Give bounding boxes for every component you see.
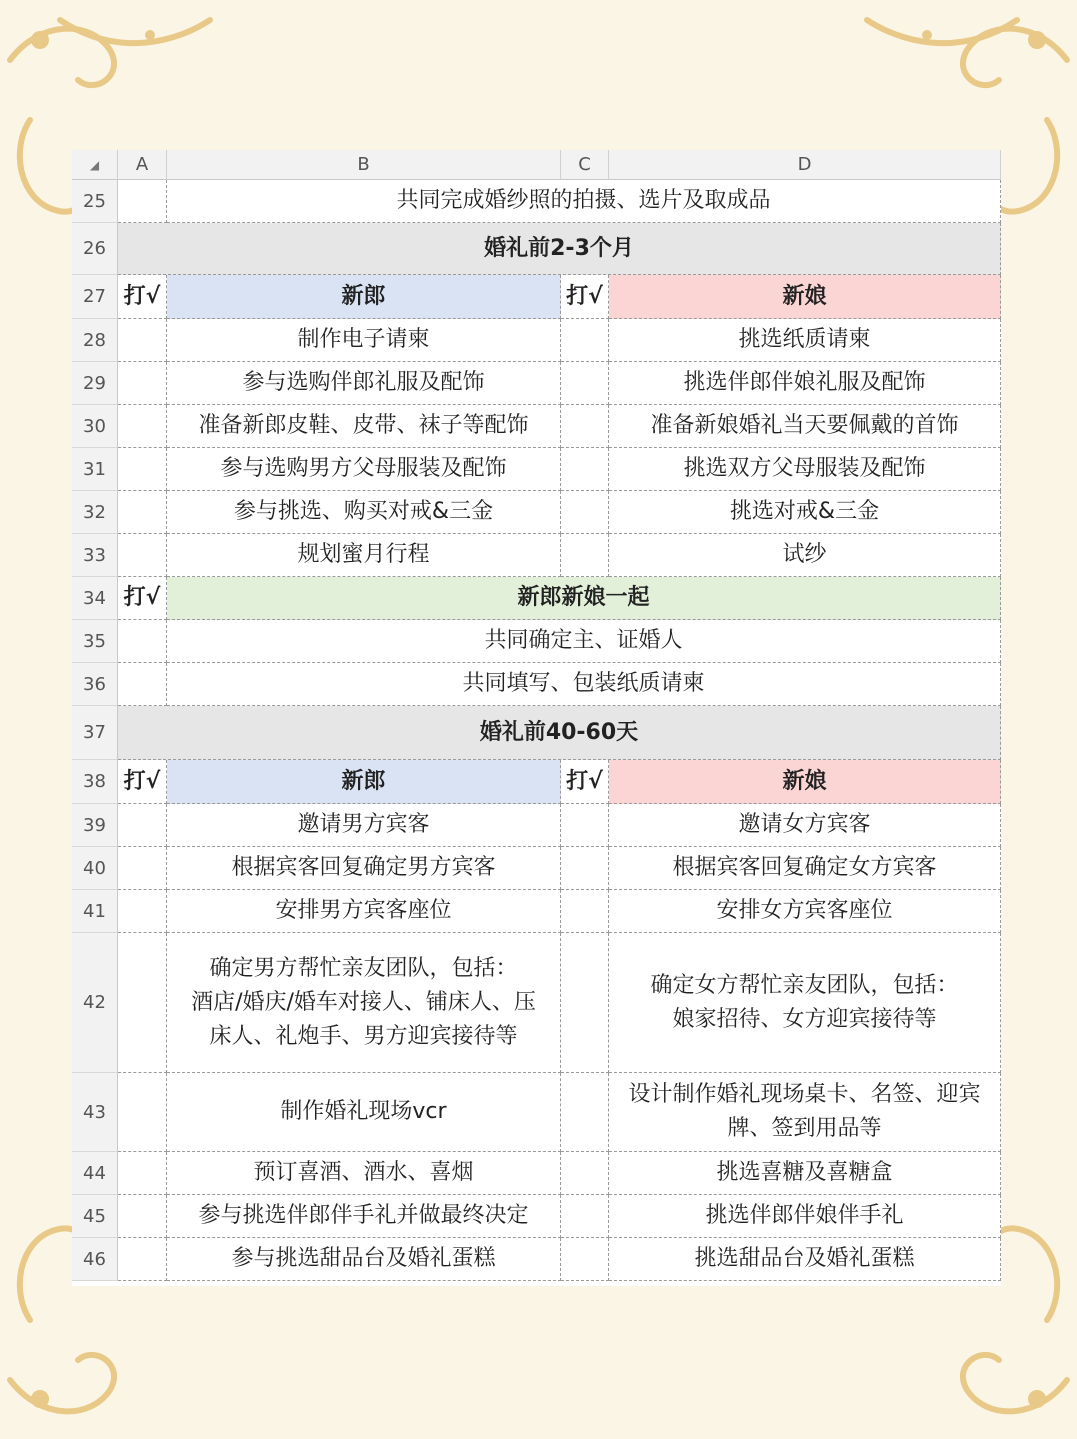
- checkbox-cell[interactable]: [561, 890, 609, 933]
- checkbox-cell[interactable]: [561, 319, 609, 362]
- checkbox-cell[interactable]: [118, 1152, 167, 1195]
- groom-task-cell[interactable]: 制作婚礼现场vcr: [167, 1073, 561, 1152]
- row-header-27[interactable]: 27: [72, 275, 118, 319]
- column-header-b[interactable]: B: [167, 150, 561, 180]
- row-header-45[interactable]: 45: [72, 1195, 118, 1238]
- row-header-44[interactable]: 44: [72, 1152, 118, 1195]
- section-title[interactable]: 婚礼前40-60天: [118, 706, 1001, 760]
- section-title[interactable]: 婚礼前2-3个月: [118, 223, 1001, 275]
- cell-text-line: 设计制作婚礼现场桌卡、名签、迎宾: [628, 1082, 981, 1107]
- groom-task-cell[interactable]: 参与选购男方父母服装及配饰: [167, 448, 561, 491]
- row-header-29[interactable]: 29: [72, 362, 118, 405]
- row-header-31[interactable]: 31: [72, 448, 118, 491]
- checkbox-cell[interactable]: [118, 1195, 167, 1238]
- groom-task-cell[interactable]: 准备新郎皮鞋、皮带、袜子等配饰: [167, 405, 561, 448]
- checkbox-cell[interactable]: [561, 448, 609, 491]
- groom-task-cell[interactable]: 预订喜酒、酒水、喜烟: [167, 1152, 561, 1195]
- checkbox-cell[interactable]: [118, 448, 167, 491]
- checkbox-cell[interactable]: [561, 1073, 609, 1152]
- row-header-40[interactable]: 40: [72, 847, 118, 890]
- bride-task-cell[interactable]: 准备新娘婚礼当天要佩戴的首饰: [609, 405, 1001, 448]
- checkbox-cell[interactable]: [561, 1152, 609, 1195]
- checkbox-cell[interactable]: [118, 620, 167, 663]
- check-column-header[interactable]: 打√: [561, 760, 609, 804]
- checkbox-cell[interactable]: [561, 491, 609, 534]
- bride-task-cell[interactable]: [609, 933, 1001, 1073]
- column-header-a[interactable]: A: [118, 150, 167, 180]
- checkbox-cell[interactable]: [561, 1238, 609, 1281]
- bride-task-cell[interactable]: 安排女方宾客座位: [609, 890, 1001, 933]
- groom-header[interactable]: 新郎: [167, 275, 561, 319]
- spreadsheet: [72, 150, 1001, 1286]
- groom-task-cell[interactable]: 安排男方宾客座位: [167, 890, 561, 933]
- bride-task-cell[interactable]: 挑选甜品台及婚礼蛋糕: [609, 1238, 1001, 1281]
- checkbox-cell[interactable]: [118, 180, 167, 223]
- row-header-33[interactable]: 33: [72, 534, 118, 577]
- row-header-43[interactable]: 43: [72, 1073, 118, 1152]
- cell-text-line: 确定女方帮忙亲友团队，包括：: [650, 972, 959, 998]
- row-header-30[interactable]: 30: [72, 405, 118, 448]
- row-header-34[interactable]: 34: [72, 577, 118, 620]
- check-column-header[interactable]: 打√: [118, 577, 167, 620]
- groom-task-cell[interactable]: 参与挑选甜品台及婚礼蛋糕: [167, 1238, 561, 1281]
- check-column-header[interactable]: 打√: [561, 275, 609, 319]
- column-header-d[interactable]: D: [609, 150, 1001, 180]
- checkbox-cell[interactable]: [118, 491, 167, 534]
- checkbox-cell[interactable]: [118, 405, 167, 448]
- checkbox-cell[interactable]: [118, 1073, 167, 1152]
- row-header-35[interactable]: 35: [72, 620, 118, 663]
- checkbox-cell[interactable]: [561, 1195, 609, 1238]
- shared-task-cell[interactable]: 共同确定主、证婚人: [167, 620, 1001, 663]
- cell-text-line: 牌、签到用品等: [727, 1116, 882, 1141]
- checkbox-cell[interactable]: [118, 1238, 167, 1281]
- cell-text-line: 确定男方帮忙亲友团队，包括：: [209, 955, 518, 981]
- bride-header[interactable]: 新娘: [609, 760, 1001, 804]
- together-header[interactable]: 新郎新娘一起: [167, 577, 1001, 620]
- checkbox-cell[interactable]: [561, 804, 609, 847]
- checkbox-cell[interactable]: [561, 847, 609, 890]
- bride-task-cell[interactable]: 挑选伴郎伴娘伴手礼: [609, 1195, 1001, 1238]
- cell-text-line: 娘家招待、女方迎宾接待等: [672, 1006, 937, 1032]
- row-header-32[interactable]: 32: [72, 491, 118, 534]
- row-header-39[interactable]: 39: [72, 804, 118, 847]
- row-header-46[interactable]: 46: [72, 1238, 118, 1281]
- groom-header[interactable]: 新郎: [167, 760, 561, 804]
- row-header-41[interactable]: 41: [72, 890, 118, 933]
- cell-text-line: 酒店/婚庆/婚车对接人、铺床人、压: [191, 989, 536, 1015]
- column-header-c[interactable]: C: [561, 150, 609, 180]
- groom-task-cell[interactable]: 根据宾客回复确定男方宾客: [167, 847, 561, 890]
- checkbox-cell[interactable]: [561, 933, 609, 1073]
- row-header-38[interactable]: 38: [72, 760, 118, 804]
- bride-task-cell[interactable]: 挑选纸质请柬: [609, 319, 1001, 362]
- checkbox-cell[interactable]: [118, 804, 167, 847]
- checkbox-cell[interactable]: [118, 663, 167, 706]
- checkbox-cell[interactable]: [561, 362, 609, 405]
- checkbox-cell[interactable]: [118, 534, 167, 577]
- shared-task-cell[interactable]: 共同完成婚纱照的拍摄、选片及取成品: [167, 180, 1001, 223]
- shared-task-cell[interactable]: 共同填写、包装纸质请柬: [167, 663, 1001, 706]
- groom-task-cell[interactable]: 参与选购伴郎礼服及配饰: [167, 362, 561, 405]
- groom-task-cell[interactable]: 制作电子请柬: [167, 319, 561, 362]
- groom-task-cell[interactable]: 参与挑选伴郎伴手礼并做最终决定: [167, 1195, 561, 1238]
- bride-task-cell[interactable]: 试纱: [609, 534, 1001, 577]
- bride-task-cell[interactable]: 挑选双方父母服装及配饰: [609, 448, 1001, 491]
- groom-task-cell[interactable]: 邀请男方宾客: [167, 804, 561, 847]
- checkbox-cell[interactable]: [118, 933, 167, 1073]
- checkbox-cell[interactable]: [561, 534, 609, 577]
- check-column-header[interactable]: 打√: [118, 275, 167, 319]
- row-header-37[interactable]: 37: [72, 706, 118, 760]
- bride-task-cell[interactable]: 邀请女方宾客: [609, 804, 1001, 847]
- bride-task-cell[interactable]: 根据宾客回复确定女方宾客: [609, 847, 1001, 890]
- groom-task-cell[interactable]: 参与挑选、购买对戒&三金: [167, 491, 561, 534]
- checkbox-cell[interactable]: [118, 890, 167, 933]
- row-header-42[interactable]: 42: [72, 933, 118, 1073]
- bride-task-cell[interactable]: 挑选伴郎伴娘礼服及配饰: [609, 362, 1001, 405]
- groom-task-cell[interactable]: [167, 933, 561, 1073]
- checkbox-cell[interactable]: [118, 847, 167, 890]
- bride-task-cell[interactable]: 挑选喜糖及喜糖盒: [609, 1152, 1001, 1195]
- groom-task-cell[interactable]: 规划蜜月行程: [167, 534, 561, 577]
- row-header-25[interactable]: 25: [72, 180, 118, 223]
- bride-task-cell[interactable]: 挑选对戒&三金: [609, 491, 1001, 534]
- checkbox-cell[interactable]: [561, 405, 609, 448]
- checkbox-cell[interactable]: [118, 319, 167, 362]
- row-header-26[interactable]: 26: [72, 223, 118, 275]
- bride-task-cell[interactable]: [609, 1073, 1001, 1152]
- bride-header[interactable]: 新娘: [609, 275, 1001, 319]
- check-column-header[interactable]: 打√: [118, 760, 167, 804]
- select-all-corner[interactable]: ◢: [72, 150, 118, 180]
- cell-text-line: 床人、礼炮手、男方迎宾接待等: [209, 1023, 518, 1049]
- checkbox-cell[interactable]: [118, 362, 167, 405]
- row-header-28[interactable]: 28: [72, 319, 118, 362]
- row-header-36[interactable]: 36: [72, 663, 118, 706]
